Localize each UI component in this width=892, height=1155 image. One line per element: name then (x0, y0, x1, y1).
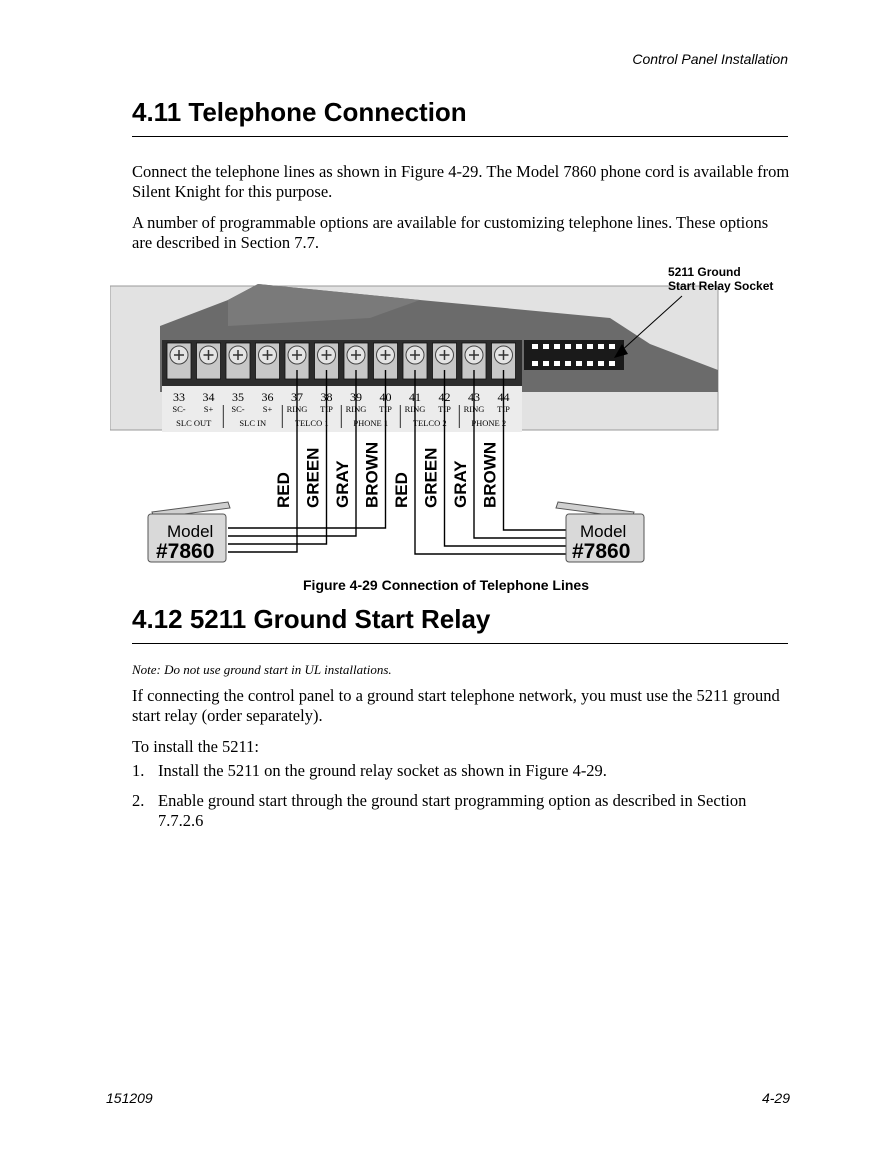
relay-callout-line2: Start Relay Socket (668, 279, 774, 293)
wire-color-label: GRAY (333, 460, 352, 508)
list-item (132, 791, 792, 831)
terminal-label: TIP (497, 404, 510, 414)
socket-pin (554, 344, 560, 349)
plug-left-number: #7860 (156, 540, 215, 563)
terminal-label: TIP (438, 404, 451, 414)
terminal-label: RING (286, 404, 308, 414)
terminal-label: TIP (320, 404, 333, 414)
terminal-group-label: TELCO 1 (294, 418, 329, 428)
step-number: 2. (132, 791, 145, 810)
socket-pin (609, 344, 615, 349)
socket-pin (532, 344, 538, 349)
terminal-number: 36 (261, 390, 274, 404)
plug-right-model: Model (580, 522, 627, 541)
terminal-label: S+ (203, 404, 214, 414)
terminal-label: SC- (231, 404, 245, 414)
socket-pin (532, 361, 538, 366)
terminal-label: RING (404, 404, 426, 414)
terminal-number: 43 (468, 390, 480, 404)
terminal-number: 41 (409, 390, 421, 404)
plug-right (556, 502, 644, 563)
socket-pin (576, 361, 582, 366)
socket-pin (587, 361, 593, 366)
plug-right-number: #7860 (572, 540, 631, 563)
terminal-label: RING (463, 404, 485, 414)
wire-color-label: RED (274, 472, 293, 508)
step-text: Enable ground start through the ground start programming option as described in Section 7.7.2.6 (158, 791, 747, 830)
terminal-group-label: SLC IN (239, 418, 267, 428)
step-text: Install the 5211 on the ground relay socket as shown in Figure 4-29. (158, 761, 607, 780)
terminal-number: 38 (320, 390, 333, 404)
wire-color-label: GRAY (451, 460, 470, 508)
terminal-number: 42 (438, 390, 451, 404)
figure-caption: Figure 4-29 Connection of Telephone Lines (303, 577, 589, 593)
socket-pin (554, 361, 560, 366)
socket-pin (609, 361, 615, 366)
title-rule-2 (132, 643, 788, 644)
terminal-label: RING (345, 404, 367, 414)
paragraph-ground-start: If connecting the control panel to a ground start telephone network, you must use the 5211 ground start relay (order separately). (132, 686, 780, 725)
socket-pin (598, 361, 604, 366)
running-header: Control Panel Installation (632, 51, 788, 67)
footer-page-number: 4-29 (761, 1090, 790, 1106)
telephone-connection-figure (110, 262, 790, 572)
install-intro: To install the 5211: (132, 737, 260, 756)
terminal-number: 33 (173, 390, 185, 404)
title-rule (132, 136, 788, 137)
terminal-number: 35 (232, 390, 244, 404)
plug-left (148, 502, 230, 563)
terminal-group-label: PHONE 2 (471, 418, 507, 428)
socket-pin (565, 344, 571, 349)
paragraph-connect-lines: Connect the telephone lines as shown in Figure 4-29. The Model 7860 phone cord is available from Silent Knight for this purpose. (132, 162, 790, 201)
terminal-number: 37 (291, 390, 303, 404)
plug-left-model: Model (167, 522, 214, 541)
step-number: 1. (132, 761, 145, 780)
terminal-number: 34 (202, 390, 215, 404)
wire-color-label: GREEN (303, 447, 323, 508)
terminal-label: S+ (262, 404, 273, 414)
install-steps (132, 761, 792, 841)
wire-color-label: RED (392, 472, 411, 508)
list-item (132, 761, 792, 781)
ul-note: Note: Do not use ground start in UL installations. (132, 662, 392, 677)
terminal-group-label: TELCO 2 (412, 418, 447, 428)
terminal-number: 44 (497, 390, 510, 404)
footer-doc-number: 151209 (106, 1090, 153, 1106)
wire-color-label: BROWN (480, 441, 500, 508)
terminal-number: 39 (350, 390, 362, 404)
socket-pin (543, 344, 549, 349)
paragraph-programmable-options: A number of programmable options are available for customizing telephone lines. These options are described in Section 7.7. (132, 213, 769, 252)
terminal-label: SC- (172, 404, 186, 414)
terminal-group-label: SLC OUT (176, 418, 212, 428)
socket-pin (587, 344, 593, 349)
terminal-group-label: PHONE 1 (353, 418, 389, 428)
wire-color-label: BROWN (362, 441, 382, 508)
socket-pin (598, 344, 604, 349)
socket-pin (576, 344, 582, 349)
socket-pin (543, 361, 549, 366)
terminal-number: 40 (379, 390, 392, 404)
terminal-label: TIP (379, 404, 392, 414)
wire-color-label: GREEN (421, 447, 441, 508)
section-title-ground-start-relay: 4.12 5211 Ground Start Relay (132, 604, 491, 634)
relay-callout-line1: 5211 Ground (668, 265, 741, 279)
section-title-telephone-connection: 4.11 Telephone Connection (132, 97, 467, 127)
socket-pin (565, 361, 571, 366)
